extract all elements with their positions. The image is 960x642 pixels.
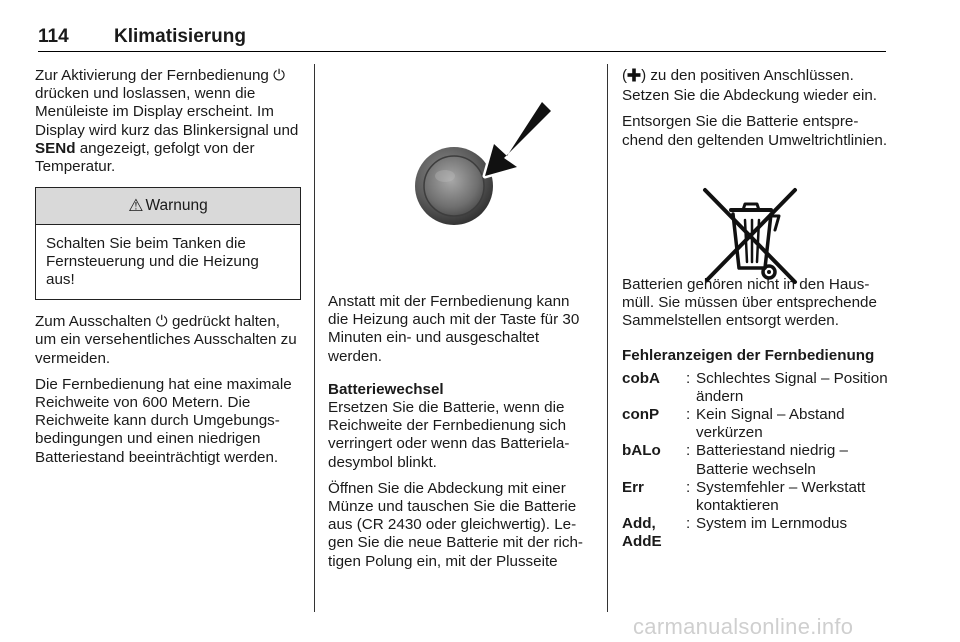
warning-box	[35, 187, 301, 300]
battery-replace-paragraph: Ersetzen Sie die Batterie, wenn die Reichweite der Fernbedienung sich verringert oder wenn das Batterieladesymbol blinkt.	[328, 399, 570, 471]
column-divider-2	[607, 64, 608, 612]
activation-paragraph: Zur Aktivierung der Fernbedienung ⏻ drücken und loslassen, wenn die Menüleiste im Display erscheint. Im Display wird kurz das Blinkersignal und SENd angezeigt, gefolgt von der Temperatur.	[35, 67, 299, 176]
crossed-bin-icon	[701, 186, 801, 290]
warning-text: Schalten Sie beim Tanken die Fernsteuerung und die Heizung aus!	[46, 235, 259, 289]
error-row: cobA : Schlechtes Signal – Position ändern	[622, 369, 888, 405]
send-code: SENd	[35, 139, 76, 157]
page-number: 114	[38, 26, 69, 47]
battery-open-paragraph: Öffnen Sie die Abdeckung mit einer Münze und tauschen Sie die Batterie aus (CR 2430 oder gleichwertig). Legen Sie die neue Batterie mit der richtigen Polung ein, mit der Plusseite	[328, 479, 583, 570]
errors-heading: Fehleranzeigen der Fernbedienung	[622, 347, 875, 365]
chapter-title: Klimatisierung	[114, 26, 246, 47]
power-icon: ⏻	[273, 67, 286, 84]
column-2	[328, 293, 592, 579]
disposal-paragraph: Entsorgen Sie die Batterie entsprechend den geltenden Umweltrichtlinien.	[622, 113, 888, 149]
page-header	[38, 26, 886, 52]
range-paragraph: Die Fernbedienung hat eine maximale Reichweite von 600 Metern. Die Reichweite kann durch Umgebungsbedingungen und einen niedrigen Batteriestand beeinträchtigt werden.	[35, 375, 292, 466]
error-row: Add, AddE : System im Lernmodus	[622, 515, 848, 551]
warning-header	[36, 188, 300, 225]
button-paragraph: Anstatt mit der Fernbedienung kann die Heizung auch mit der Taste für 30 Minuten ein- und ausgeschaltet werden.	[328, 293, 580, 365]
watermark: carmanualsonline.info	[633, 614, 854, 639]
error-row: bALo : Batteriestand niedrig – Batterie wechseln	[622, 442, 848, 478]
error-row: conP : Kein Signal – Abstand verkürzen	[622, 406, 845, 442]
remote-button-photo	[327, 68, 592, 276]
plus-icon	[627, 68, 641, 87]
switch-off-paragraph: Zum Ausschalten ⏻ gedrückt halten, um ein versehentliches Ausschalten zu vermeiden.	[35, 313, 297, 367]
column-1	[35, 67, 301, 475]
error-table	[622, 370, 890, 552]
arrow-icon	[485, 102, 551, 176]
column-3	[622, 67, 890, 552]
household-waste-paragraph: Batterien gehören nicht in den Hausmüll. Sie müssen über entsprechende Sammelstellen entsorgt werden.	[622, 275, 877, 330]
polarity-paragraph: ( ) zu den positiven Anschlüssen. Setzen Sie die Abdeckung wieder ein.	[622, 67, 877, 105]
column-divider-1	[314, 64, 315, 612]
battery-heading: Batteriewechsel	[328, 380, 444, 398]
warning-triangle-icon: ⚠	[128, 196, 144, 216]
warning-title: Warnung	[145, 197, 208, 215]
power-icon: ⏻	[155, 313, 168, 331]
knob-button	[424, 156, 484, 216]
error-row: Err : Systemfehler – Werkstatt kontaktieren	[622, 478, 866, 515]
